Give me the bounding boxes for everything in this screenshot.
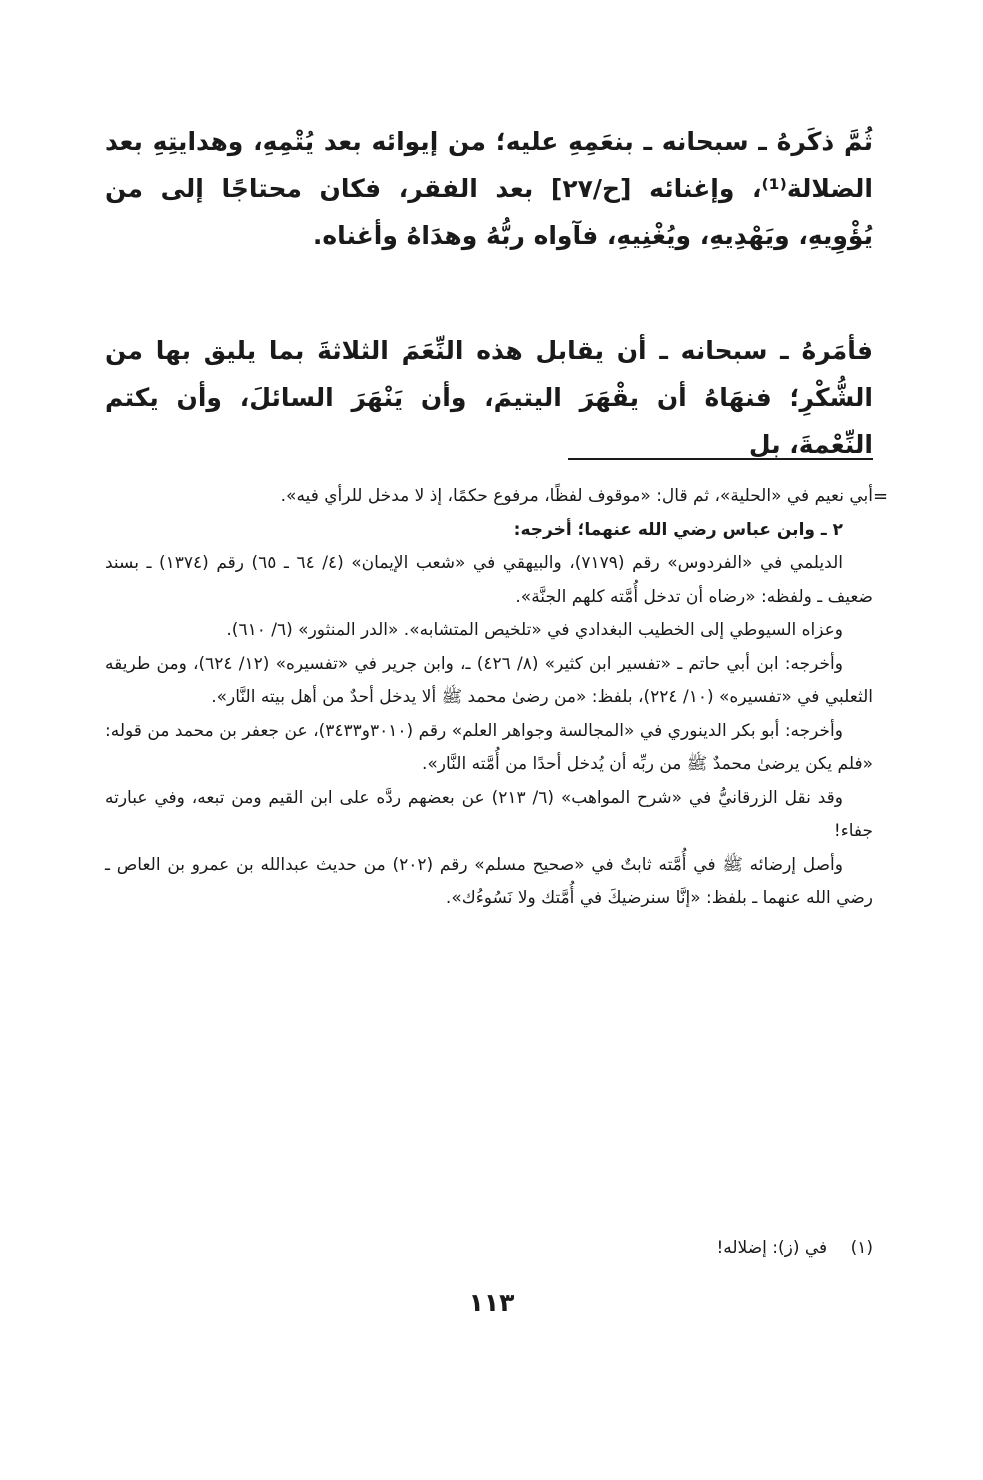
body-paragraph-1-text: ثُمَّ ذكَرهُ ـ سبحانه ـ بنعَمِهِ عليه؛ من إيوائه بعد يُتْمِهِ، وهدايتِهِ بعد الضلالة⁽¹⁾، وإغنائه [ح/٢٧] بعد الفقر، فكان محتاجًا إلى من يُؤْوِيهِ، ويَهْدِيهِ، ويُغْنِيهِ، فآواه ربُّهُ وهدَاهُ وأغناه. <box>105 127 873 250</box>
footnote-1-number: (١) <box>850 1238 873 1258</box>
footnote-line-6: وقد نقل الزرقانيُّ في «شرح المواهب» (٦/ ٢١٣) عن بعضهم ردَّه على ابن القيم ومن تبعه، وفي عبارته جفاء! <box>105 787 873 841</box>
body-paragraph-2 <box>105 327 873 468</box>
footnote-line-4: وأخرجه: ابن أبي حاتم ـ «تفسير ابن كثير» (٨/ ٤٢٦) ـ، وابن جرير في «تفسيره» (١٢/ ٦٢٤)، ومن طريقه الثعلبي في «تفسيره» (١٠/ ٢٢٤)، بلفظ: «من رضىٰ محمد ﷺ ألا يدخل أحدٌ من أهل بيته النَّار». <box>105 653 873 707</box>
footnote-line-3: وعزاه السيوطي إلى الخطيب البغدادي في «تلخيص المتشابه». «الدر المنثور» (٦/ ٦١٠). <box>226 620 843 640</box>
footnotes-block <box>105 480 873 916</box>
footnote-line-1: ٢ ـ وابن عباس رضي الله عنهما؛ أخرجه: <box>513 519 843 540</box>
footnote-line-7: وأصل إرضائه ﷺ في أُمَّته ثابتٌ في «صحيح مسلم» رقم (٢٠٢) من حديث عبدالله بن عمرو بن العاص ـ رضي الله عنهما ـ بلفظ: «إنَّا سنرضيكَ في أُمَّتك ولا نَسُوءُك». <box>105 854 873 908</box>
body-paragraph-1 <box>105 118 873 259</box>
footnote-1-text: في (ز): إضلاله! <box>716 1238 828 1258</box>
footnote-separator-rule <box>568 458 873 460</box>
footnote-continuation-mark: = <box>873 486 889 507</box>
footnote-line-5: وأخرجه: أبو بكر الدينوري في «المجالسة وجواهر العلم» رقم (٣٠١٠و٣٤٣٣)، عن جعفر بن محمد من قوله: «فلم يكن يرضىٰ محمدٌ ﷺ من ربِّه أن يُدخل أحدًا من أُمَّته النَّار». <box>105 720 873 774</box>
body-paragraph-2-text: فأمَرهُ ـ سبحانه ـ أن يقابل هذه النِّعَمَ الثلاثةَ بما يليق بها من الشُّكْرِ؛ فنهَاهُ أن يقْهَرَ اليتيمَ، وأن يَنْهَرَ السائلَ، وأن يكتم النِّعْمةَ، بل <box>105 336 873 459</box>
footnote-1 <box>105 1232 873 1265</box>
page-number: ١١٣ <box>468 1288 515 1317</box>
footnote-line-2: الديلمي في «الفردوس» رقم (٧١٧٩)، والبيهقي في «شعب الإيمان» (٤/ ٦٤ ـ ٦٥) رقم (١٣٧٤) ـ بسند ضعيف ـ ولفظه: «رضاه أن تدخل أُمَّته كلهم الجنَّة». <box>105 553 873 607</box>
footnote-line-0: أبي نعيم في «الحلية»، ثم قال: «موقوف لفظًا، مرفوع حكمًا، إذ لا مدخل للرأي فيه». <box>280 486 873 506</box>
